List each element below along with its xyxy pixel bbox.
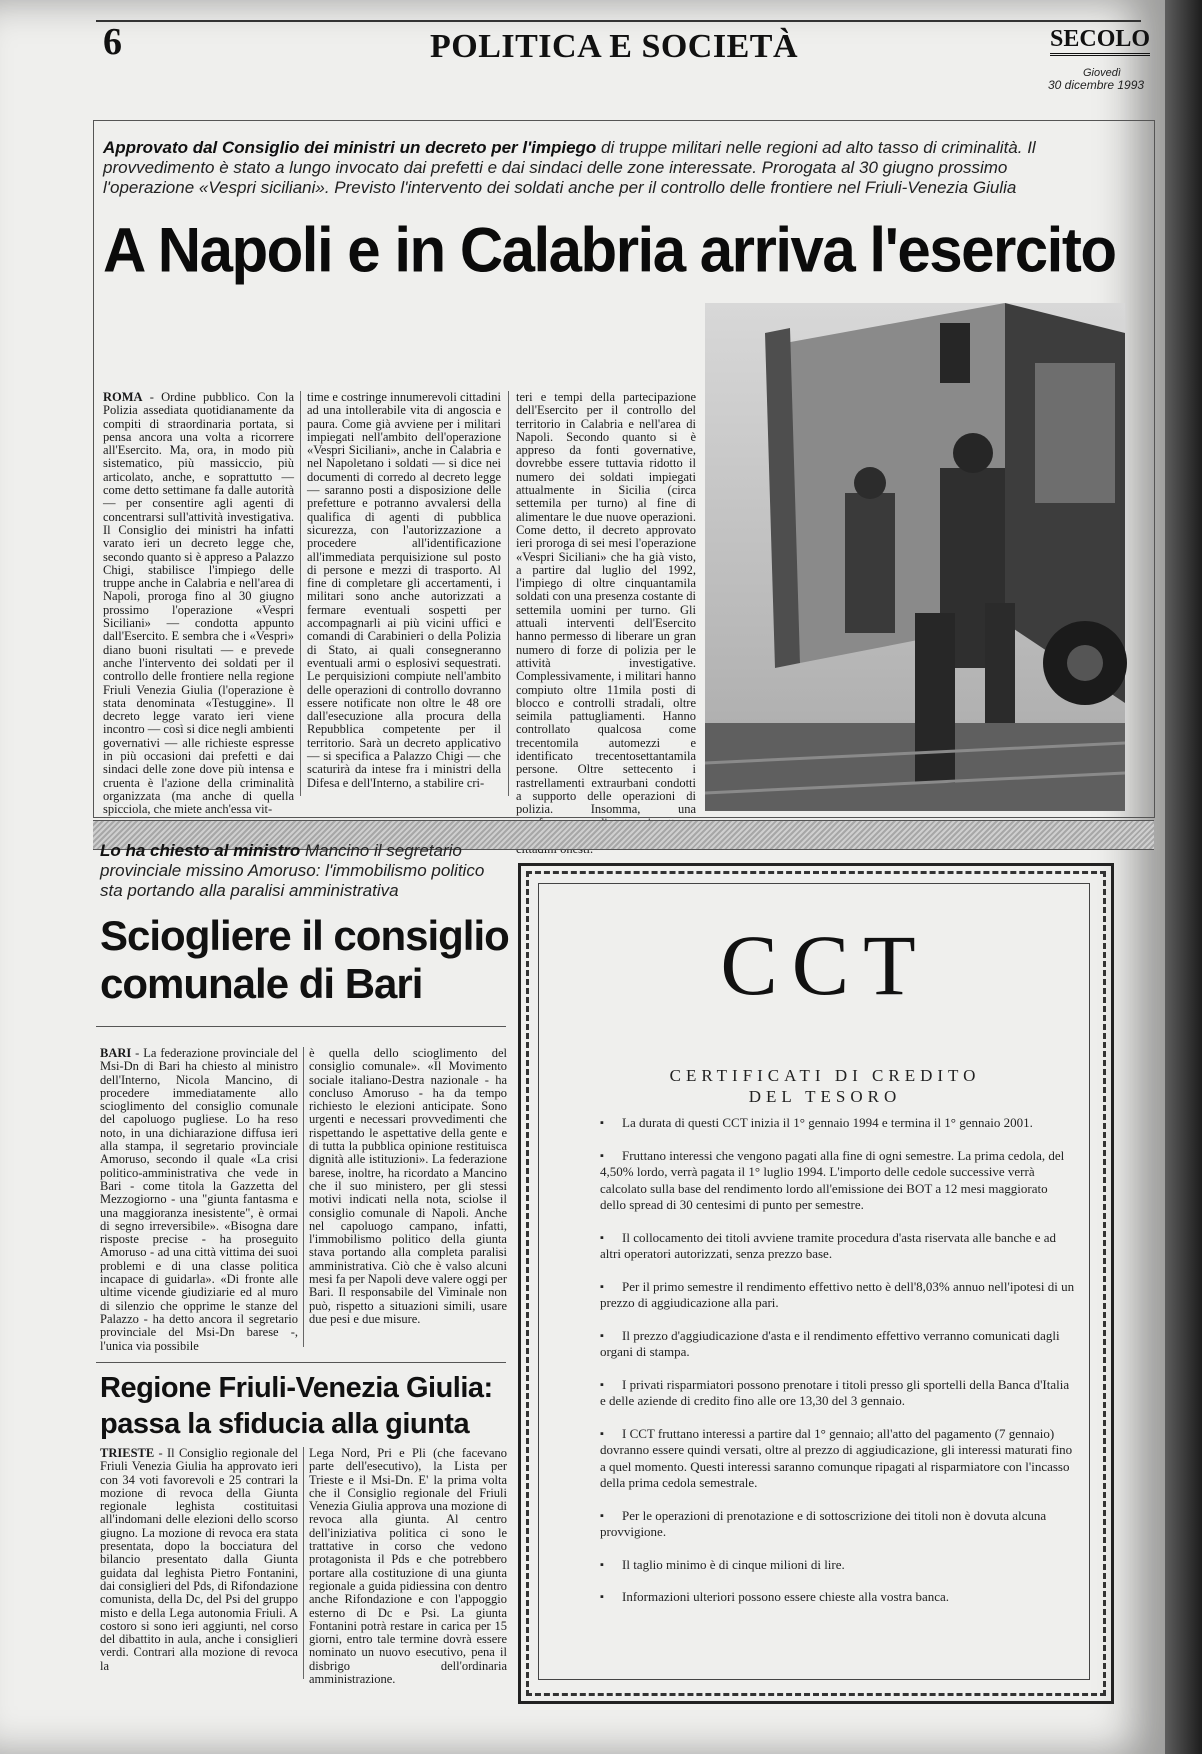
kicker-bold: Lo ha chiesto al ministro — [100, 841, 301, 860]
issue-date: 30 dicembre 1993 — [1048, 78, 1145, 92]
bari-headline: Sciogliere il consiglio comunale di Bari — [100, 912, 509, 1007]
column-text: - Il Consiglio regionale del Friuli Venezia Giulia ha approvato ieri con 34 voti favorevoli e 25 contrari la mozione di revoca della Giunta regionale leghista costituitasi all'indomani delle elezioni dello scorso giugno. La mozione di revoca era stata presentata, dopo la bocciatura del bilancio presentato dalla Giunta guidata dal leghista Pietro Fontanini, dai consiglieri del Pds, di Rifondazione comunista, della Dc, del Psi del gruppo misto e della Lega autonomia Friuli. A costoro si sono ieri aggiunti, nel corso del dibattito in aula, anche i consiglieri verdi. Contrari alla mozione di revoca la — [100, 1446, 298, 1673]
bari-article-column-1 — [100, 1046, 298, 1353]
cct-ad-subtitle: DEL TESORO — [748, 1087, 902, 1106]
bari-article-kicker — [100, 841, 500, 901]
cct-ad-term: ▪ Il prezzo d'aggiudicazione d'asta e il rendimento effettivo verranno comunicati dagli organi di stampa. — [600, 1328, 1075, 1361]
friuli-article-column-2: Lega Nord, Pri e Pli (che facevano parte dell'esecutivo), la Lista per Trieste e il Msi-Dn. E' la prima volta che il Consiglio regionale del Friuli Venezia Giulia approva una mozione di revoca alla giunta. Al centro dell'iniziativa politica ci sono le trattative in corso che vedono protagonista il Pds e che potrebbero portare alla costituzione di una giunta regionale a guida pidiessina con dentro anche Rifondazione e con l'appoggio esterno di Dc e Psi. La giunta Fontanini potrà restare in carica per 15 giorni, entro tale termine dovrà essere nominato un nuovo esecutivo, pena il disbrigo dell'ordinaria amministrazione. — [309, 1446, 507, 1687]
cct-ad-term: ▪ Il collocamento dei titoli avviene tramite procedura d'asta riservata alle banche e ad altri operatori autorizzati, senza prezzo base. — [600, 1230, 1075, 1263]
header-rule — [96, 20, 1141, 22]
cct-ad-terms-list — [600, 1115, 1075, 1622]
newspaper-logo: SECOLO — [1050, 26, 1150, 56]
dateline: BARI — [100, 1046, 132, 1060]
main-headline: A Napoli e in Calabria arriva l'esercito — [103, 215, 1116, 286]
column-text: - La federazione provinciale del Msi-Dn di Bari ha chiesto al ministro dell'Interno, Nicola Mancino, di procedere immediatamente allo scioglimento del consiglio comunale del capoluogo pugliese. Lo ha reso noto, in una dichiarazione diffusa ieri alla stampa, il segretario provinciale Amoruso, secondo il quale «La crisi politico-amministrativa che vede in Bari - come titola la Gazzetta del Mezzogiorno - una "giunta fantasma e una maggioranza inesistente", è ormai di segno irreversibile». «Bisogna dare risposte precise - ha proseguito Amoruso - ad una città vittima dei suoi problemi e di una classe politica incapace di guidarla». «Di fronte alle ultime vicende giudiziarie ed al muro di silenzio che opprime le stanze del Palazzo - ha detto ancora il segretario provinciale del Msi-Dn barese -, l'unica via possibile — [100, 1046, 298, 1353]
binding-edge — [1165, 0, 1202, 1754]
soldiers-photo — [705, 303, 1125, 811]
article-separator — [96, 1362, 506, 1363]
cct-ad-subtitle: CERTIFICATI DI CREDITO — [669, 1066, 981, 1085]
friuli-headline: Regione Friuli-Venezia Giulia: passa la sfiducia alla giunta — [100, 1372, 493, 1440]
dateline: ROMA — [103, 390, 143, 404]
friuli-article-column-1 — [100, 1447, 298, 1679]
bari-article-column-2: è quella dello scioglimento del consiglio comunale». «Il Movimento sociale italiano-Destra nazionale - ha concluso Amoruso - ha da tempo richiesto le elezioni anticipate. Sono urgenti e necessari provvedimenti che rispettando le aspettative della gente e di tutta la pubblica opinione restituisca dignità alle istituzioni». La federazione barese, inoltre, ha ricordato a Mancino che il suo ministero, per gli stessi motivi indicati nella nota, sciolse il consiglio comunale di Napoli. Anche nel capoluogo campano, infatti, l'immobilismo politico della giunta stava portando alla completa paralisi amministrativa. Ciò che è valso alcuni mesi fa per Napoli deve valere oggi per Bari. Il responsabile del Viminale non può, rispetto a situazioni simili, usare due pesi e due misure. — [309, 1046, 507, 1326]
cct-ad-term: ▪ I privati risparmiatori possono prenotare i titoli presso gli sportelli della Banca d'Italia e delle aziende di credito fino alle ore 13,30 del 3 gennaio. — [600, 1377, 1075, 1410]
cct-ad-term: ▪ La durata di questi CCT inizia il 1° gennaio 1994 e termina il 1° gennaio 2001. — [600, 1115, 1075, 1132]
cct-ad-title: CCT — [720, 917, 930, 1013]
main-article-column-1 — [103, 390, 294, 817]
cct-ad-term: ▪ I CCT fruttano interessi a partire dal 1° gennaio; all'atto del pagamento (7 gennaio) dovranno essere quindi versati, oltre al prezzo di aggiudicazione, gli interessi maturati fino a quel momento. Questi interessi saranno comunque ripagati al risparmiatore con l'incasso della prima cedola semestrale. — [600, 1426, 1075, 1492]
section-title: POLITICA E SOCIETÀ — [430, 28, 798, 65]
cct-ad-term: ▪ Per le operazioni di prenotazione e di sottoscrizione dei titoli non è dovuta alcuna provvigione. — [600, 1508, 1075, 1541]
main-article-kicker — [103, 138, 1053, 198]
column-rule — [508, 391, 509, 796]
dateline: TRIESTE — [100, 1446, 155, 1460]
kicker-rest: Mancino il segretario provinciale missino Amoruso: l'immobilismo politico sta portando alla paralisi amministrativa — [100, 841, 485, 900]
cct-ad-term: ▪ Informazioni ulteriori possono essere chieste alla vostra banca. — [600, 1589, 1075, 1606]
kicker-rest: di truppe militari nelle regioni ad alto tasso di criminalità. Il provvedimento è stato a lungo invocato dai prefetti e dai sindaci delle zone interessate. Prorogata al 30 giugno prossimo l'operazione «Vespri siciliani». Previsto l'intervento dei soldati anche per il controllo delle frontiere nel Friuli-Venezia Giulia — [103, 138, 1036, 197]
soldiers-photo-graphic — [705, 303, 1125, 811]
headline-rule — [96, 1026, 506, 1027]
column-rule — [303, 1047, 304, 1347]
cct-ad-term: ▪ Fruttano interessi che vengono pagati alla fine di ogni semestre. La prima cedola, del 4,50% lordo, verrà pagata il 1° luglio 1994. L'importo delle cedole successive verrà calcolato sulla base del rendimento lordo all'emissione dei BOT a 12 mesi maggiorato dello spread di 30 centesimi di punto per semestre. — [600, 1148, 1075, 1214]
cct-ad-term: ▪ Il taglio minimo è di cinque milioni di lire. — [600, 1557, 1075, 1574]
column-rule — [300, 391, 301, 796]
page-number: 6 — [103, 21, 122, 63]
kicker-bold: Approvato dal Consiglio dei ministri un decreto per l'impiego — [103, 138, 597, 157]
main-article-column-2: time e costringe innumerevoli cittadini ad una intollerabile vita di angoscia e paura. Come già avviene per i militari impiegati nell'ambito dell'operazione «Vespri Siciliani», anche in Calabria e nel Napoletano i soldati — si dice nei documenti di corredo al decreto legge — saranno posti a disposizione delle prefetture e potranno avvalersi della qualifica di agenti di pubblica sicurezza, con l'autorizzazione a procedere all'identificazione all'immediata perquisizione sul posto di persone e mezzi di trasporto. Al fine di completare gli accertamenti, i militari sono anche autorizzati a fermare eventuali sospetti per accompagnarli ai più vicini uffici e comandi di Carabinieri o della Polizia di Stato, ai quali consegneranno eventuali armi o esplosivi sequestrati. Le perquisizioni compiute nell'ambito delle operazioni di controllo dovranno essere notificate non oltre le 48 ore dall'esecuzione alla procura della Repubblica competente per il territorio. Sarà un decreto applicativo — si specifica a Palazzo Chigi — che scaturirà da intese fra i ministri della Difesa e dell'Interno, a stabilire cri- — [307, 390, 501, 790]
cct-ad-term: ▪ Per il primo semestre il rendimento effettivo netto è dell'8,03% annuo nell'ipotesi di un prezzo di aggiudicazione alla pari. — [600, 1279, 1075, 1312]
column-text: - Ordine pubblico. Con la Polizia assediata quotidianamente da compiti di straordinaria portata, si pensa ancora una volta a ricorrere all'Esercito. Ma, ora, in modo più sistematico, più massiccio, più articolato, anche, e soprattutto — come detto settimane fa dalle autorità — per consentire agli agenti di concentrarsi sull'attività investigativa. Il Consiglio dei ministri ha infatti varato ieri un decreto legge che, secondo quanto si è appreso a Palazzo Chigi, stabilisce l'impiego delle truppe anche in Calabria e nell'area di Napoli, proroga fino al 30 giugno prossimo l'operazione «Vespri Siciliani» — condotta appunto dall'Esercito. E sembra che i «Vespri» diano buoni risultati — e prevede anche l'intervento dei soldati per il controllo delle frontiere nella regione Friuli Venezia Giulia (l'operazione è stata denominata «Testuggine». Il decreto legge varato ieri viene incontro — così si dice negli ambienti governativi — alle richieste espresse in più occasioni dai prefetti e dai sindaci delle zone dove più intensa e cruenta è l'azione della criminalità organizzata (ma anche di quella spicciola, che miete anch'essa vit- — [103, 390, 294, 817]
column-rule — [303, 1447, 304, 1679]
issue-day: Giovedì — [1083, 67, 1121, 79]
main-article-column-3: teri e tempi della partecipazione dell'Esercito per il controllo del territorio in Calabria e nell'area di Napoli. Secondo quanto si è appreso da fonti governative, dovrebbe essere tuttavia ridotto il numero dei soldati impiegati attualmente in Sicilia (circa settemila per turno) al fine di alimentare le due nuove operazioni. Come detto, il decreto approvato ieri proroga di sei mesi l'operazione «Vespri Siciliani» che ha già visto, a partire dal luglio del 1992, l'impiego di oltre cinquantamila soldati con una presenza costante di settemila uomini per turno. Gli attuali interventi dell'Esercito hanno permesso di liberare un gran numero di forze di polizia per le attività investigative. Complessivamente, i militari hanno compiuto oltre 11mila posti di blocco e controlli stradali, oltre seimila pattugliamenti. Hanno controllato qualcosa come trecentomila automezzi e identificato trecentosettantamila persone. Oltre settecento i rastrellamenti extraurbani condotti a supporto delle operazioni di polizia. Insomma, una — [516, 390, 696, 817]
